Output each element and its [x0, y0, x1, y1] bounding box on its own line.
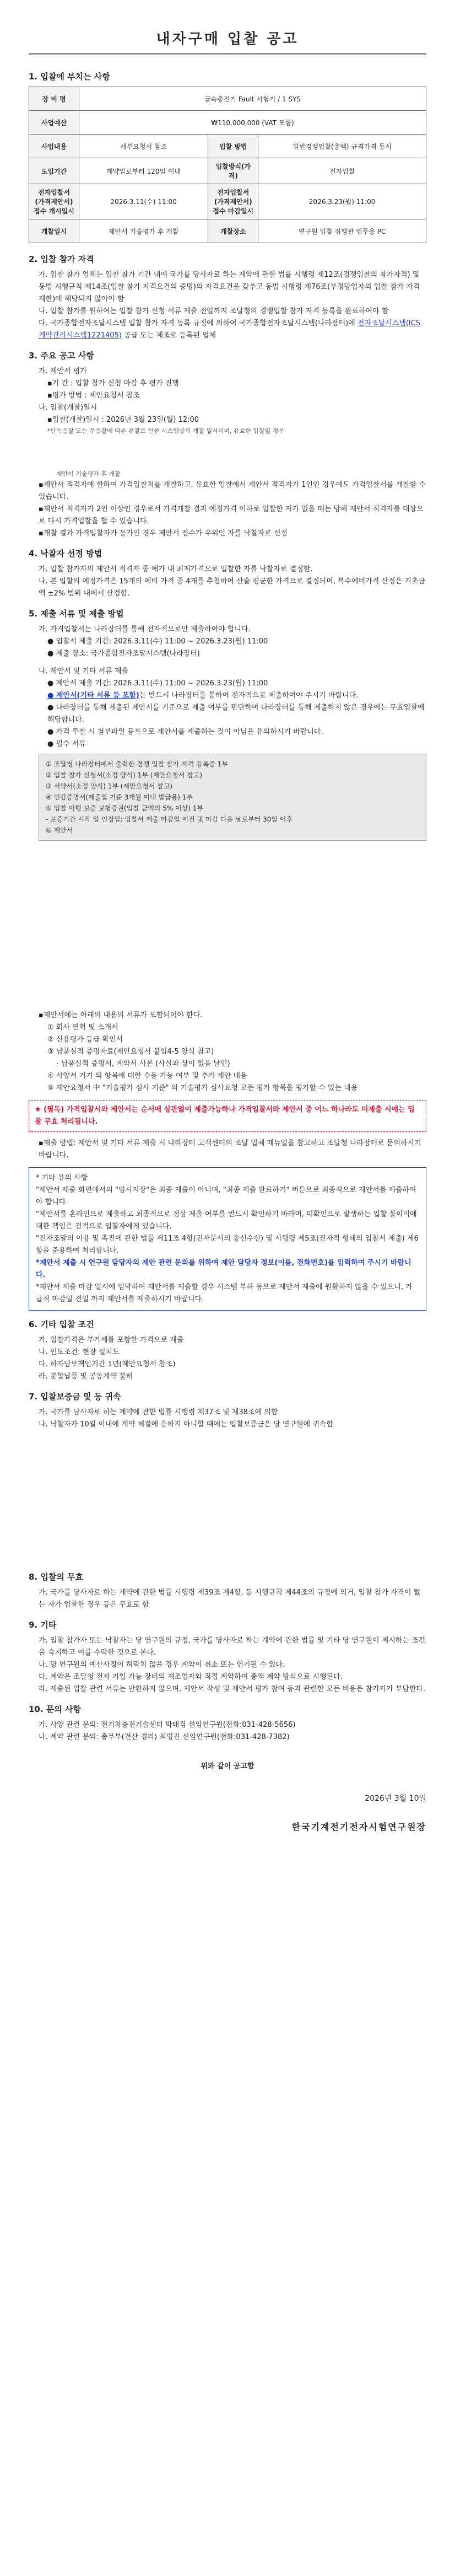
- paragraph: ● 가격 투찰 시 첨부파일 등록으로 제안서를 제출하는 것이 아님을 유의하시기 바랍니다.: [47, 728, 323, 736]
- section-8-heading: 8. 입찰의 무효: [29, 1572, 84, 1582]
- note-text: "전자조달의 이용 및 촉진에 관한 법률 제11조 4항(전자문서의 송신수신) 및 시행령 제5조(전자적 형태의 입찰서 제출) 제6항을 준용하여 처리합니다.: [36, 1235, 419, 1255]
- table-row: [29, 87, 426, 111]
- paragraph: ● 필수 서류: [47, 740, 86, 748]
- list-item: ① 회사 연혁 및 소개서: [47, 1023, 118, 1032]
- list-item: ⑤ 입찰 이행 보증 보험증권(입찰 금액의 5% 이상) 1부: [46, 804, 203, 812]
- paragraph: ▪제안서 적격자에 한하여 가격입찰처를 개찰하고, 유효한 입찰에서 제안서 적격자가 1인인 경우에도 가격입찰서를 개찰할 수 있습니다.: [39, 481, 426, 501]
- paragraph: ▪개찰 결과 가격입찰자가 동가인 경우 제안서 점수가 우위인 자를 낙찰자로 선정: [39, 529, 288, 538]
- paragraph: 가. 국가를 당사자로 하는 계약에 관한 법률 시행령 제37조 및 제38조에 의함: [39, 1408, 278, 1416]
- section-3-heading: 3. 주요 공고 사항: [29, 351, 94, 361]
- list-item: ④ 사양서 기기 의 항목에 대한 수용 가능 여부 및 추가 제안 내용: [47, 1072, 247, 1080]
- paragraph: 나. 제안서 및 기타 서류 제출: [39, 667, 128, 675]
- paragraph: 나. 입찰(개찰)일시: [39, 404, 98, 412]
- warning-box: [29, 1100, 426, 1132]
- table-row: [29, 111, 426, 135]
- table-cell: 개찰장소: [208, 219, 258, 243]
- warning-text: ★ (필독) 가격입찰서와 제안서는 순서에 상관없이 제출가능하나 가격입찰서와 제안서 중 어느 하나라도 미제출 시에는 입찰 무효 처리됩니다.: [35, 1105, 415, 1126]
- paragraph: ● 제안서 제출 기간: 2026.3.11(수) 11:00 ~ 2026.3.23(월) 11:00: [47, 679, 268, 688]
- table-row: [29, 158, 426, 184]
- text: 하여야 주시기 바랍니다.: [282, 691, 359, 700]
- paragraph: 다. 계약은 조달청 전자 기입 가능 장비의 제조업자와 직접 계약하며 총액 계약 방식으로 시행된다.: [39, 1673, 343, 1681]
- paragraph: [29, 690, 426, 702]
- closing-text: 위와 같이 공고함: [201, 1762, 254, 1770]
- paragraph: 가. 입찰 참가 업체는 입찰 참가 기간 내에 국가를 당사자로 하는 계약에 관한 법률 시행령 제12조(경쟁입찰의 참가자격) 및 동법 시행규칙 제14조(입찰 참가 자격요건의 증명)의 자격요건을 갖추고 동법 시행령 제76조(부정당업자의 입찰 참가 자격 제한)에 해당되지 않아야 함: [39, 271, 420, 303]
- paragraph: ▪제출 방법: 제안서 및 기타 서류 제출 시 나라장터 고객센터의 조달 업체 매뉴얼을 참고하고 조달청 나라장터로 문의하시기 바랍니다.: [39, 1139, 421, 1160]
- paragraph: 가. 사양 관련 문의: 전기차충전기술센터 박태검 선임연구원(전화:031-428-5656): [39, 1721, 296, 1729]
- paragraph: 가. 입찰 참가자 또는 낙찰자는 당 연구원의 규정, 국가를 당사자로 하는 계약에 관한 법률 및 기타 당 연구원이 제시하는 조건을 숙지하고 이를 수락한 것으로 본다.: [39, 1636, 426, 1657]
- paragraph: 나. 본 입찰의 예정가격은 15개의 예비 가격 중 4개를 추첨하여 산술 평균한 가격으로 결정되며, 복수예비가격 산정은 기초금액 ±2% 범위 내에서 산정함.: [39, 577, 425, 598]
- table-cell: 일반경쟁입찰(총액) 규격가격 동시: [258, 135, 426, 158]
- system-link[interactable]: 전자조달시스템(ICS계약관리시스템1221405): [39, 319, 421, 340]
- notes-box: [29, 1167, 426, 1311]
- table-cell: 세부요청서 참조: [79, 135, 208, 158]
- paragraph: ● 나라장터를 통해 제출된 제안서를 기준으로 제출 여부를 판단하며 나라장터를 통해 제출하지 않은 경우에는 무효입찰에 해당합니다.: [47, 704, 425, 724]
- paragraph: 나. 입찰 참가를 원하여는 입찰 참가 신청 서류 제출 전일까지 조달청의 경쟁입찰 참가 자격 등록을 완료하여야 함: [39, 307, 389, 315]
- table-cell: 급속충전기 Fault 시험기 / 1 SYS: [79, 87, 426, 111]
- note-text: 제안서 기술평가 후 개찰: [56, 470, 121, 477]
- paragraph: 라. 분할납품 및 공동계약 불허: [39, 1372, 133, 1381]
- section-9-heading: 9. 기타: [29, 1620, 57, 1630]
- table-cell: 입찰방식(가격): [208, 158, 258, 184]
- paragraph: ▪평가 방법 : 제안요청서 참조: [47, 391, 140, 400]
- paragraph: 가. 입찰가격은 부가세를 포함한 가격으로 제출: [39, 1336, 184, 1344]
- note-title: * 기타 유의 사항: [36, 1174, 88, 1182]
- list-item: ① 조달청 나라장터에서 출력한 경쟁 입찰 참가 자격 등록증 1부: [46, 760, 228, 768]
- list-item: ③ 납품실적 증명자료(제안요청서 붙임4-5 양식 참고): [47, 1048, 214, 1056]
- table-cell: 장 비 명: [29, 87, 79, 111]
- issuer-name: 한국기계전기전자시험연구원장: [291, 1822, 426, 1832]
- notice-page: [29, 28, 426, 1833]
- paragraph: 가. 국가를 당사자로 하는 계약에 관한 법률 시행령 제39조 제4항, 동 시행규칙 제44조의 규정에 의거, 입찰 참가 자격이 없는 자가 입찰한 경우 등은 무효로 함: [39, 1588, 421, 1609]
- section-1-heading: 1. 입찰에 부치는 사항: [29, 72, 110, 82]
- text: 는 반드시 나라장터를 통하여 전자적으로 제출: [139, 691, 283, 700]
- note-text: "제안서 제출 화면에서의 "임시저장"은 최종 제출이 아니며, "최종 제출 완료하기" 버튼으로 최종적으로 제안서를 제출하여야 합니다.: [36, 1186, 416, 1206]
- text: 공급 또는 제조로 등록된 업체: [124, 331, 216, 340]
- table-cell: 2026.3.11(수) 11:00: [79, 184, 208, 219]
- table-cell: 2026.3.23(월) 11:00: [258, 184, 426, 219]
- paragraph: ▪제안서에는 아래의 내용의 서류가 포함되어야 한다.: [39, 1011, 203, 1019]
- paragraph: ● 제출 장소: 국가종합전자조달시스템(나라장터): [47, 650, 200, 658]
- text: 다. 국가종합전자조달시스템 입찰 참가 자격 등록 규정에 의하여 국가종합전자조달시스템(나라장터)에: [39, 319, 355, 328]
- table-cell: 입찰 방법: [208, 135, 258, 158]
- paragraph: 나. 당 연구원의 예산사정이 허락치 않을 경우 계약이 취소 또는 연기될 수 있다.: [39, 1661, 285, 1669]
- notice-date: 2026년 3월 10일: [365, 1794, 426, 1803]
- table-row: [29, 219, 426, 243]
- paragraph: 다. 하자담보책임기간 1년(제안요청서 참조): [39, 1360, 176, 1368]
- table-cell: 전자입찰서 (가격제안서) 접수 개시일시: [29, 184, 79, 219]
- section-10-heading: 10. 문의 사항: [29, 1704, 81, 1714]
- table-cell: 도입기간: [29, 158, 79, 184]
- paragraph: 가. 입찰 참가자의 제안서 적격자 중 예가 내 최저가격으로 입찰한 자를 낙찰자로 결정함.: [39, 565, 313, 573]
- table-cell: 연구원 입찰 집행관 업무용 PC: [258, 219, 426, 243]
- table-cell: ₩110,000,000 (VAT 포함): [79, 111, 426, 135]
- list-item: ② 입찰 참가 신청서(소정 양식) 1부 (제안요청서 참고): [46, 771, 203, 779]
- section-5-heading: 5. 제출 서류 및 제출 방법: [29, 609, 124, 619]
- paragraph: 가. 제안서 평가: [39, 367, 87, 375]
- paragraph: 나. 계약 관련 문의: 총무부(전산 경리) 최영진 선임연구원(전화:031-428-7382): [39, 1733, 290, 1741]
- table-cell: 사업예산: [29, 111, 79, 135]
- table-cell: 사업내용: [29, 135, 79, 158]
- paragraph: 가. 가격입찰서는 나라장터를 통해 전자적으로만 제출하여야 합니다.: [39, 625, 251, 634]
- list-item: ④ 인감증명서(제출일 기준 3개월 이내 발급용) 1부: [46, 793, 193, 801]
- table-cell: 계약일로부터 120일 이내: [79, 158, 208, 184]
- paragraph: ● 입찰서 제출 기간: 2026.3.11(수) 11:00 ~ 2026.3.23(월) 11:00: [47, 637, 268, 646]
- list-item: - 납품실적 증명서, 계약서 사본 (사실과 상이 없음 날인): [56, 1060, 230, 1068]
- page-title: 내자구매 입찰 공고: [29, 28, 426, 55]
- paragraph: ▪기 간 : 입찰 참가 신청 마감 후 평가 진행: [47, 379, 179, 388]
- note-text: *제안서 제출 마감 일시에 임박하여 제안서를 제출할 경우 시스템 부하 등으로 제안서 제출에 원활하지 않을 수 있으니, 가급적 마감일 전일 까지 제안서를 제출하시기 바랍니다.: [36, 1283, 413, 1303]
- list-item: ⑤ 제안요청서 中 "기술평가 심사 기준" 의 기술평가 심사요청 모든 평가 항목을 평가할 수 있는 내용: [47, 1084, 358, 1092]
- list-item: ③ 서약서(소정 양식) 1부 (제안요청서 참고): [46, 782, 173, 790]
- note-text: "제안서를 온라인으로 제출하고 최종적으로 정상 제출 여부를 반드시 확인하기 바라며, 미확인으로 발생하는 입찰 불이익에 대한 책임은 전적으로 입찰자에게 있습니다.: [36, 1210, 417, 1231]
- note-text: *단독응찰 또는 무응찰에 따른 유찰로 인한 시스템상의 개찰 일시이며, 유효한 입찰일 경우: [47, 427, 284, 434]
- paragraph: ▪제안서 적격자가 2인 이상인 경우로서 가격개찰 결과 예정가격 이하로 입찰한 자가 없을 때는 당해 제안서 적격자를 대상으로 다시 가격입찰을 할 수 있습니다.: [39, 505, 424, 525]
- paragraph: 나. 인도조건: 현장 설치도: [39, 1348, 120, 1356]
- list-item: ② 신용평가 등급 확인서: [47, 1035, 123, 1044]
- paragraph: 라. 제출된 입찰 관련 서류는 반환하지 않으며, 제안서 작성 및 제안서 평가 참여 등과 관련한 모든 비용은 참가자가 부담한다.: [39, 1685, 426, 1693]
- required-documents-box: [39, 754, 426, 841]
- emphasis-text: ● 제안서(기타 서류 등 포함): [47, 691, 139, 700]
- list-item: - 보증기간 시작 일 인정일: 입찰서 제출 마감일 이전 및 마감 다음 날로부터 30일 이후: [46, 815, 292, 823]
- note-text: *제안서 제출 시 연구원 담당자의 제안 관련 문의를 위하여 제안 담당자 정보(이름, 전화번호)를 입력하여 주시기 바랍니다.: [36, 1259, 411, 1279]
- table-row: [29, 184, 426, 219]
- section-7-heading: 7. 입찰보증금 및 동 귀속: [29, 1392, 121, 1402]
- paragraph: ▪입찰(개찰)일시 : 2026년 3월 23일(월) 12:00: [47, 416, 199, 424]
- section-2-heading: 2. 입찰 참가 자격: [29, 254, 94, 264]
- list-item: ⑥ 제안서: [46, 827, 73, 834]
- table-cell: 전자입찰서 (가격제안서) 접수 마감일시: [208, 184, 258, 219]
- section-6-heading: 6. 기타 입찰 조건: [29, 1319, 94, 1329]
- table-row: [29, 135, 426, 158]
- table-cell: 전자입찰: [258, 158, 426, 184]
- paragraph: 나. 낙찰자가 10일 이내에 계약 체결에 응하지 아니할 때에는 입찰보증금은 당 연구원에 귀속함: [39, 1420, 333, 1429]
- section-4-heading: 4. 낙찰자 선정 방법: [29, 549, 102, 559]
- table-cell: 개찰일시: [29, 219, 79, 243]
- paragraph: [29, 318, 426, 342]
- bid-info-table: [29, 87, 426, 243]
- table-cell: 제안서 기술평가 후 개찰: [79, 219, 208, 243]
